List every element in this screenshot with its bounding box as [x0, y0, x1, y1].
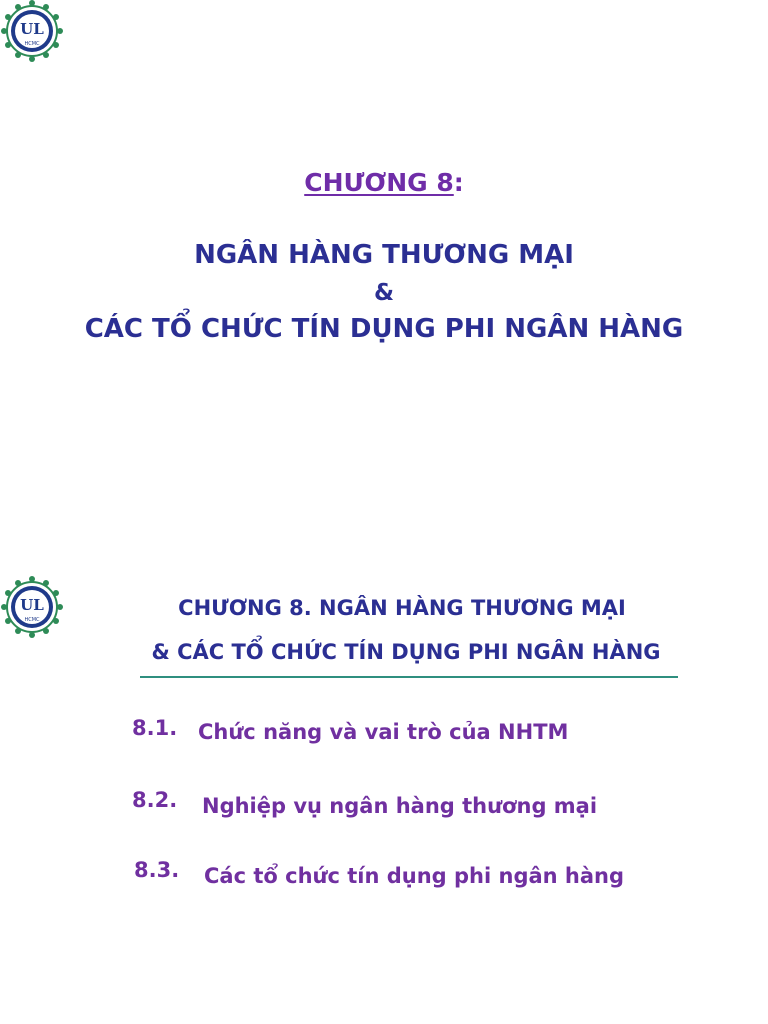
chapter-label-colon: :: [453, 168, 464, 197]
outline-title-line-2: & CÁC TỔ CHỨC TÍN DỤNG PHI NGÂN HÀNG: [151, 640, 661, 664]
outline-item-number: 8.3.: [134, 858, 180, 882]
outline-item-number: 8.1.: [132, 716, 178, 740]
outline-item-number: 8.2.: [132, 788, 178, 812]
svg-text:HCMC: HCMC: [24, 617, 40, 623]
outline-item-text: Nghiệp vụ ngân hàng thương mại: [202, 794, 598, 818]
outline-item-text: Các tổ chức tín dụng phi ngân hàng: [204, 864, 625, 888]
title-divider: [140, 676, 678, 678]
chapter-label-text: CHƯƠNG 8: [304, 168, 454, 197]
svg-text:UL: UL: [20, 20, 44, 38]
svg-text:UL: UL: [20, 596, 44, 614]
chapter-label: [0, 168, 768, 197]
chapter-title-ampersand: &: [373, 280, 395, 306]
outline-item-text: Chức năng và vai trò của NHTM: [198, 720, 569, 744]
svg-text:HCMC: HCMC: [24, 41, 40, 47]
chapter-title-line-2: CÁC TỔ CHỨC TÍN DỤNG PHI NGÂN HÀNG: [84, 314, 684, 344]
outline-title-line-1: CHƯƠNG 8. NGÂN HÀNG THƯƠNG MẠI: [178, 596, 626, 620]
chapter-title-line-1: NGÂN HÀNG THƯƠNG MẠI: [194, 240, 574, 270]
university-logo-icon: [1, 0, 63, 62]
slide-chapter-outline: [0, 512, 768, 1024]
